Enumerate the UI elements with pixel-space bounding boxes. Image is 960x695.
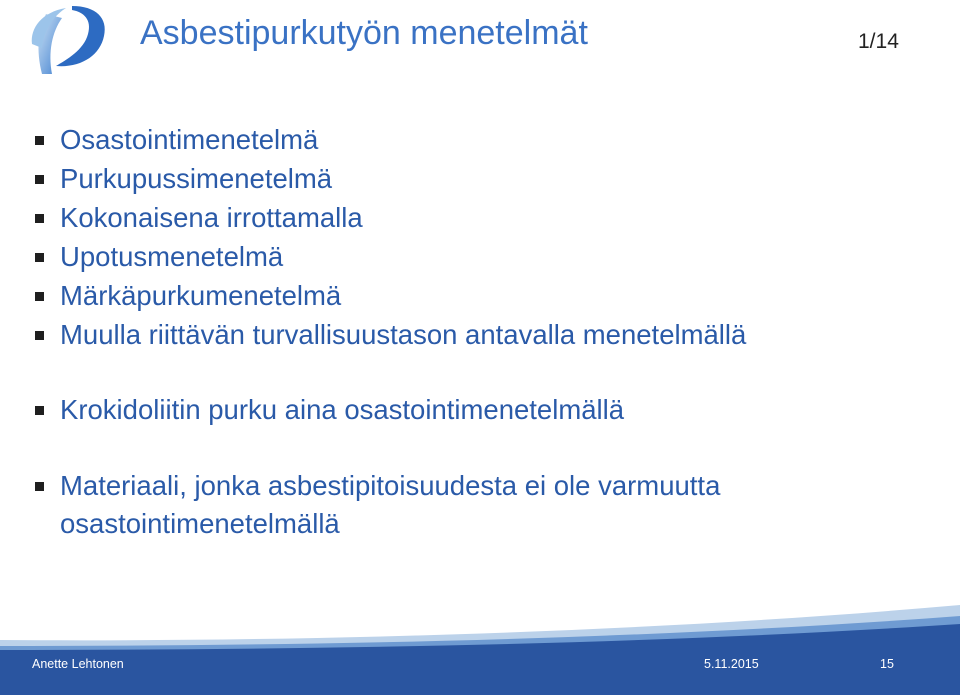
footer-author: Anette Lehtonen [32, 657, 124, 671]
page-indicator: 1/14 [858, 30, 899, 53]
list-item: Kokonaisena irrottamalla [35, 199, 915, 237]
bullet-square-icon [35, 253, 44, 262]
bullet-square-icon [35, 136, 44, 145]
footer-date: 5.11.2015 [704, 657, 759, 671]
footer-slide-number: 15 [880, 657, 894, 671]
bullet-square-icon [35, 406, 44, 415]
bullet-square-icon [35, 482, 44, 491]
list-item: Märkäpurkumenetelmä [35, 277, 915, 315]
list-item: Materiaali, jonka asbestipitoisuudesta ei ole varmuutta osastointimenetelmällä [35, 467, 915, 543]
slide-title: Asbestipurkutyön menetelmät [140, 14, 588, 52]
list-item: Upotusmenetelmä [35, 238, 915, 276]
bullet-square-icon [35, 214, 44, 223]
logo-icon [26, 4, 108, 78]
bullet-square-icon [35, 331, 44, 340]
list-item: Muulla riittävän turvallisuustason antavalla menetelmällä [35, 316, 915, 354]
list-item: Krokidoliitin purku aina osastointimenetelmällä [35, 391, 915, 429]
bullet-square-icon [35, 175, 44, 184]
list-item: Osastointimenetelmä [35, 121, 915, 159]
bullet-square-icon [35, 292, 44, 301]
footer-band [0, 600, 960, 695]
list-item: Purkupussimenetelmä [35, 160, 915, 198]
